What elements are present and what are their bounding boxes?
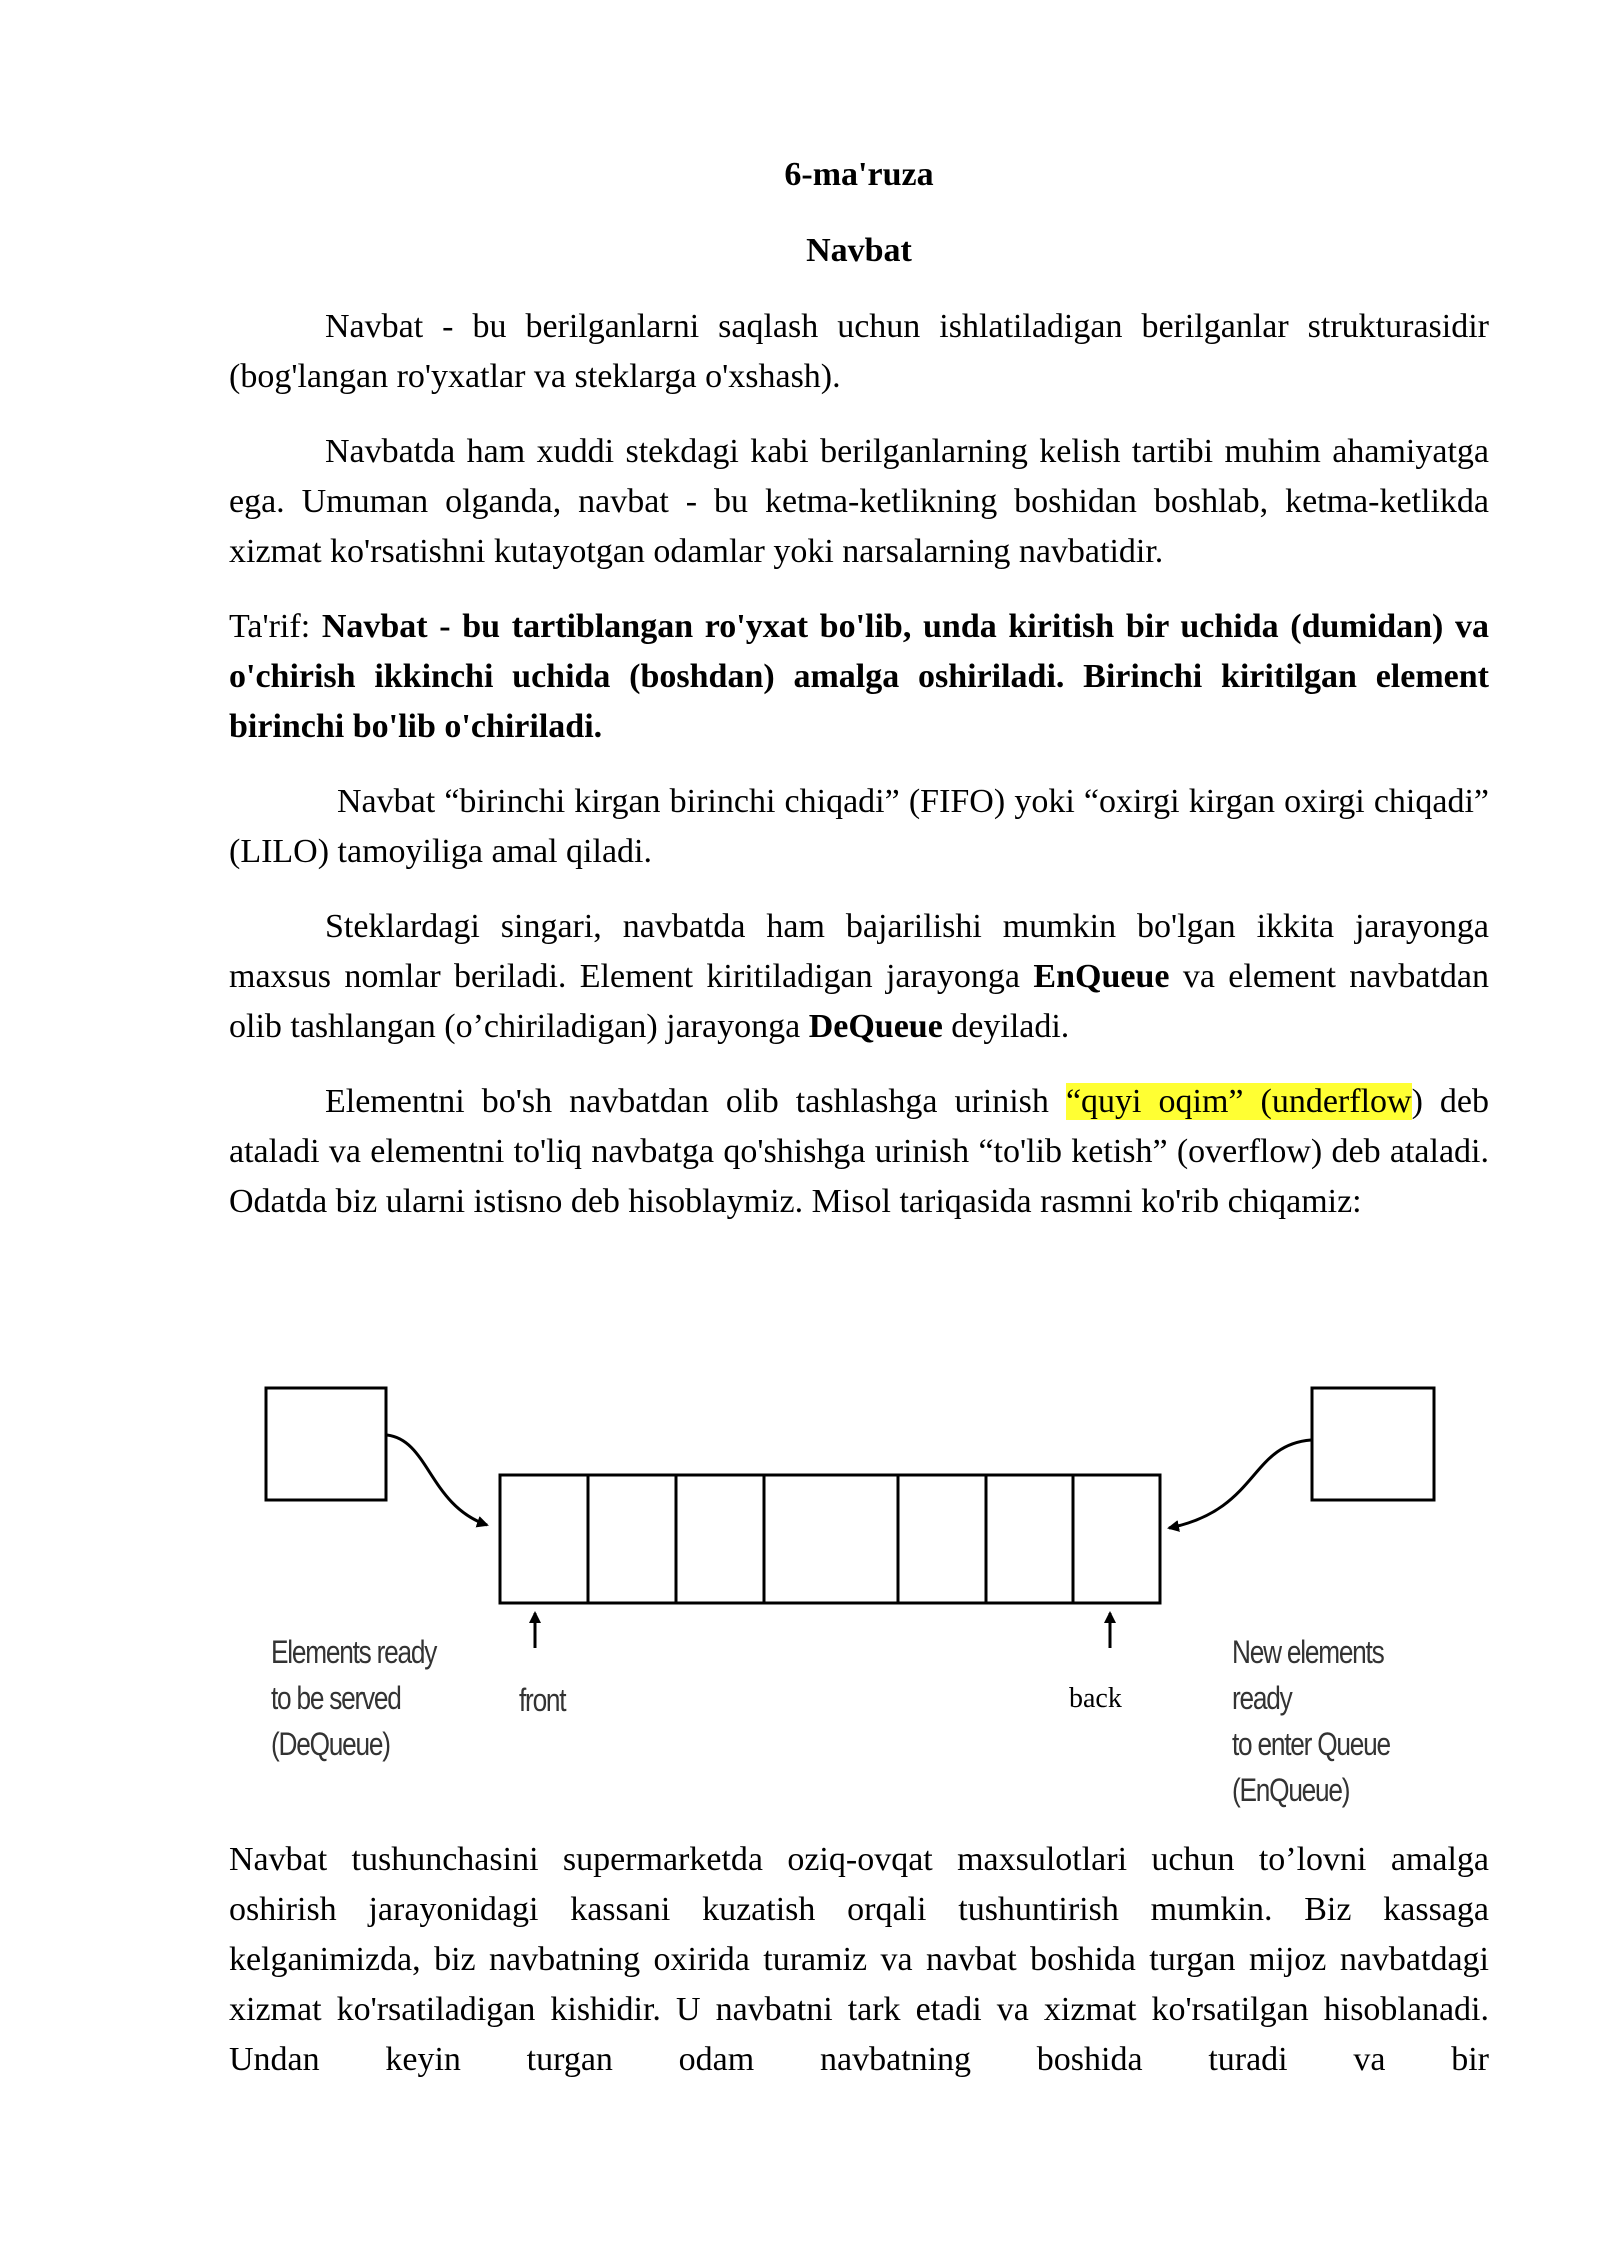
dequeued-element-box [266, 1388, 386, 1500]
queue-cell [986, 1475, 1073, 1603]
dequeue-label-line-1: Elements ready [271, 1634, 437, 1670]
underflow-highlight: “quyi oqim” (underflow [1065, 1083, 1412, 1120]
definition-prefix: Ta'rif: [229, 608, 322, 645]
lecture-text [229, 150, 1489, 1227]
dequeue-label-line-3: (DeQueue) [271, 1726, 390, 1762]
paragraph-operations [229, 902, 1489, 1052]
dequeue-term: DeQueue [808, 1008, 943, 1045]
paragraph-definition [229, 602, 1489, 752]
lecture-text-continued [229, 1835, 1489, 2085]
front-label: front [519, 1682, 566, 1718]
paragraph-definition-intro: Navbat - bu berilganlarni saqlash uchun ishlatiladigan berilganlar strukturasidir (bog'langan ro'yxatlar va steklarga o'xshash). [229, 308, 1489, 395]
paragraph-fifo: Navbat “birinchi kirgan birinchi chiqadi” (FIFO) yoki “oxirgi kirgan oxirgi chiqadi” (LILO) tamoyiliga amal qiladi. [229, 783, 1489, 870]
enqueue-label-line-3: (EnQueue) [1232, 1772, 1350, 1808]
exceptions-text-2: ) deb ataladi va elementni to'liq navbatga qo'shishga urinish “to'lib ketish” (overflow) deb ataladi. Odatda biz ularni istisno deb hisoblaymiz. Misol tariqasida rasmni ko'rib chiqamiz: [229, 1083, 1490, 1220]
enqueue-label-line-2: to enter Queue [1232, 1726, 1390, 1762]
queue-cell [1073, 1475, 1160, 1603]
operations-text-2: va element navbatdan olib tashlangan (o’chiriladigan) jarayonga [229, 958, 1489, 1045]
enqueue-arrow [1169, 1440, 1311, 1528]
queue-diagram [229, 1385, 1489, 1808]
queue-cell [588, 1475, 676, 1603]
enqueue-label [1232, 1629, 1443, 1813]
dequeue-label [271, 1629, 436, 1767]
definition-text: Navbat - bu tartiblangan ro'yxat bo'lib, unda kiritish bir uchida (dumidan) va o'chirish ikkinchi uchida (boshdan) amalga oshiriladi. Birinchi kiritilgan element birinchi bo'lib o'chiriladi. [229, 608, 1490, 745]
page-title: Navbat [806, 232, 912, 269]
exceptions-text-1: Elementni bo'sh navbatdan olib tashlashga urinish [325, 1083, 1066, 1120]
paragraph-supermarket: Navbat tushunchasini supermarketda oziq-ovqat maxsulotlari uchun to’lovni amalga oshirish jarayonidagi kassani kuzatish orqali tushuntirish mumkin. Biz kassaga kelganimizda, biz navbatning oxirida turamiz va navbat boshida turgan mijoz navbatdagi xizmat ko'rsatiladigan kishidir. U navbatni tark etadi va xizmat ko'rsatilgan hisoblanadi. Undan keyin turgan odam navbatning boshida turadi va bir [229, 1841, 1489, 2078]
lecture-number: 6-ma'ruza [784, 156, 934, 193]
back-label: back [1069, 1683, 1122, 1714]
dequeue-arrow [387, 1435, 487, 1525]
queue-cell [898, 1475, 986, 1603]
queue-body [500, 1475, 1160, 1603]
dequeue-label-line-2: to be served [271, 1680, 401, 1716]
queue-cell [500, 1475, 588, 1603]
operations-text-1: Steklardagi singari, navbatda ham bajarilishi mumkin bo'lgan ikkita jarayonga maxsus nomlar beriladi. Element kiritiladigan jarayonga [229, 908, 1489, 995]
new-element-box [1312, 1388, 1434, 1500]
paragraph-exceptions [229, 1077, 1489, 1227]
enqueue-term: EnQueue [1033, 958, 1170, 995]
operations-text-3: deyiladi. [942, 1008, 1070, 1045]
queue-cell [676, 1475, 764, 1603]
queue-cell [764, 1475, 898, 1603]
enqueue-label-line-1: New elements ready [1232, 1634, 1384, 1716]
paragraph-order: Navbatda ham xuddi stekdagi kabi berilganlarning kelish tartibi muhim ahamiyatga ega. Umuman olganda, navbat - bu ketma-ketlikning boshidan boshlab, ketma-ketlikda xizmat ko'rsatishni kutayotgan odamlar yoki narsalarning navbatidir. [229, 433, 1489, 570]
